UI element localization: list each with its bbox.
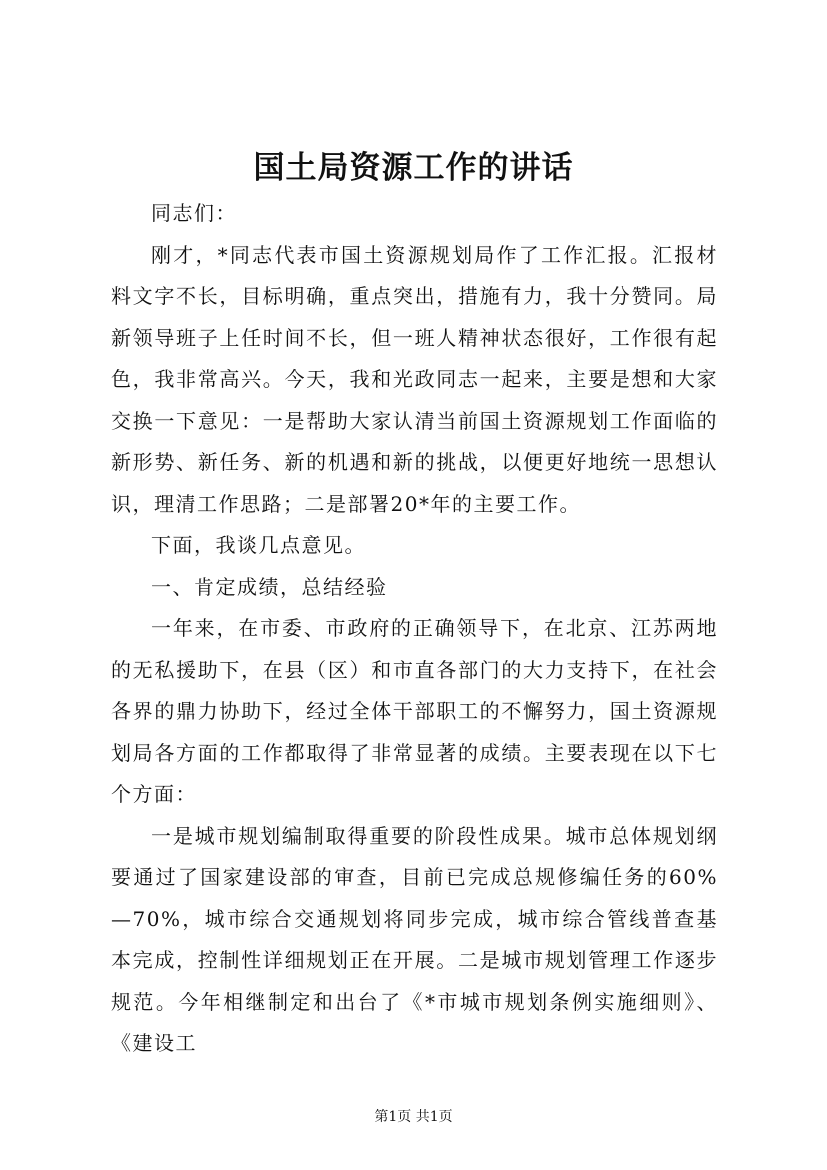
transition-paragraph: 下面，我谈几点意见。 bbox=[151, 533, 366, 557]
page-footer: 第1页 共1页 bbox=[374, 1109, 453, 1125]
salutation-paragraph: 同志们： bbox=[151, 201, 237, 225]
intro-paragraph: 刚才，*同志代表市国土资源规划局作了工作汇报。汇报材料文字不长，目标明确，重点突出，措施有力，我十分赞同。局新领导班子上任时间不长，但一班人精神状态很好，工作很有起色，我非常高兴。今天，我和光政同志一起来，主要是想和大家交换一下意见：一是帮助大家认清当前国土资源规划工作面临的新形势、新任务、新的机遇和新的挑战，以便更好地统一思想认识，理清工作思路；二是部署20*年的主要工作。 bbox=[111, 242, 718, 516]
section-heading-1: 一、肯定成绩，总结经验 bbox=[151, 574, 388, 599]
achievements-paragraph: 一年来，在市委、市政府的正确领导下，在北京、江苏两地的无私援助下，在县（区）和市直各部门的大力支持下，在社会各界的鼎力协助下，经过全体干部职工的不懈努力，国土资源规划局各方面的工作都取得了非常显著的成绩。主要表现在以下七个方面： bbox=[111, 616, 718, 806]
planning-paragraph: 一是城市规划编制取得重要的阶段性成果。城市总体规划纲要通过了国家建设部的审查，目前已完成总规修编任务的60%—70%，城市综合交通规划将同步完成，城市综合管线普查基本完成，控制性详细规划正在开展。二是城市规划管理工作逐步规范。今年相继制定和出台了《*市城市规划条例实施细则》、《建设工 bbox=[111, 823, 718, 1055]
document-body bbox=[111, 193, 718, 1065]
document-title: 国土局资源工作的讲话 bbox=[253, 150, 574, 186]
